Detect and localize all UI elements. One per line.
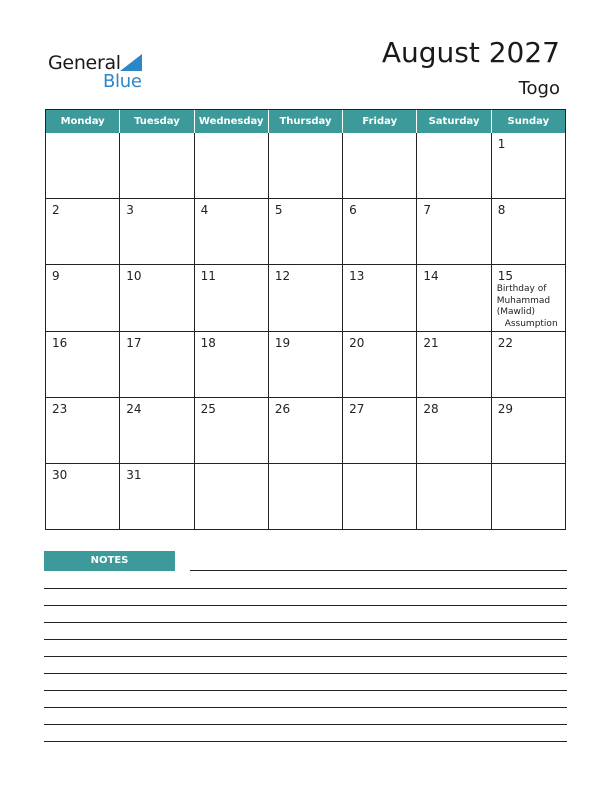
day-cell[interactable] — [417, 464, 491, 529]
day-number: 13 — [349, 269, 365, 284]
day-cell[interactable] — [46, 398, 120, 463]
day-cell[interactable] — [120, 332, 194, 397]
day-number: 23 — [52, 401, 68, 416]
day-number: 4 — [200, 203, 209, 218]
holiday-mawlid-line2: Muhammad — [496, 295, 551, 306]
holiday-assumption: Assumption — [504, 319, 558, 330]
country-name: Togo — [518, 78, 560, 99]
notes-label: NOTES — [44, 551, 175, 571]
day-number: 16 — [52, 335, 68, 350]
day-number: 28 — [423, 401, 439, 416]
day-number: 7 — [423, 203, 432, 218]
day-cell[interactable] — [195, 133, 269, 198]
day-cell[interactable] — [417, 133, 491, 198]
weekday-saturday: Saturday — [417, 110, 491, 133]
notes-line[interactable] — [44, 707, 567, 708]
day-cell[interactable] — [492, 464, 565, 529]
day-number: 10 — [126, 269, 142, 284]
day-number: 24 — [126, 401, 142, 416]
day-number: 5 — [274, 203, 283, 218]
day-number: 18 — [200, 335, 216, 350]
day-cell[interactable] — [343, 398, 417, 463]
day-cell[interactable] — [343, 332, 417, 397]
week-row — [46, 198, 565, 264]
day-number: 1 — [497, 137, 506, 151]
day-cell[interactable] — [269, 398, 343, 463]
day-number: 20 — [349, 335, 365, 350]
holiday-mawlid-line1: Birthday of — [496, 284, 547, 295]
week-row — [46, 133, 565, 198]
logo-text-general: General — [48, 52, 121, 74]
day-cell[interactable] — [46, 199, 120, 264]
notes-line[interactable] — [44, 656, 567, 657]
day-number: 21 — [423, 335, 439, 350]
day-cell[interactable] — [269, 265, 343, 330]
day-number: 8 — [497, 203, 506, 218]
weekday-header — [46, 110, 565, 133]
weekday-friday: Friday — [343, 110, 417, 133]
day-cell[interactable] — [417, 398, 491, 463]
weekday-monday: Monday — [46, 110, 120, 133]
day-number: 11 — [200, 269, 216, 284]
weekday-thursday: Thursday — [269, 110, 343, 133]
notes-line[interactable] — [44, 588, 567, 589]
day-cell[interactable] — [343, 464, 417, 529]
notes-line[interactable] — [44, 605, 567, 606]
day-number: 25 — [200, 401, 216, 416]
day-cell[interactable] — [46, 464, 120, 529]
day-cell[interactable] — [46, 332, 120, 397]
holiday-mawlid — [497, 284, 550, 319]
day-number: 26 — [274, 401, 291, 416]
weekday-wednesday: Wednesday — [195, 110, 269, 133]
week-row — [46, 463, 565, 529]
day-cell[interactable] — [269, 332, 343, 397]
day-cell[interactable] — [269, 199, 343, 264]
day-cell[interactable] — [120, 133, 194, 198]
day-cell[interactable] — [120, 199, 194, 264]
day-cell[interactable] — [195, 199, 269, 264]
weekday-sunday: Sunday — [507, 116, 550, 127]
day-number: 29 — [497, 401, 513, 416]
day-cell[interactable] — [195, 464, 269, 529]
day-cell[interactable] — [46, 133, 120, 198]
day-cell[interactable] — [195, 265, 269, 330]
day-cell[interactable] — [195, 332, 269, 397]
day-cell[interactable] — [417, 199, 491, 264]
logo-triangle-icon — [120, 54, 142, 71]
day-cell[interactable] — [269, 464, 343, 529]
day-cell[interactable] — [343, 133, 417, 198]
day-cell[interactable] — [492, 133, 565, 198]
day-cell[interactable] — [492, 265, 565, 330]
day-number: 6 — [349, 203, 357, 218]
day-cell[interactable] — [269, 133, 343, 198]
day-cell[interactable] — [120, 398, 194, 463]
notes-line[interactable] — [44, 673, 567, 674]
day-number: 2 — [52, 203, 60, 218]
notes-line[interactable] — [44, 724, 567, 725]
week-row — [46, 264, 565, 330]
notes-line[interactable] — [190, 570, 567, 571]
day-cell[interactable] — [417, 332, 491, 397]
day-cell[interactable] — [417, 265, 491, 330]
day-cell[interactable] — [46, 265, 120, 330]
holiday-mawlid-line3: (Mawlid) — [496, 307, 536, 318]
day-cell[interactable] — [120, 464, 194, 529]
day-number: 27 — [349, 401, 365, 416]
notes-line[interactable] — [44, 690, 567, 691]
day-cell[interactable] — [343, 265, 417, 330]
day-number: 17 — [126, 335, 142, 350]
weekday-tuesday: Tuesday — [120, 110, 194, 133]
day-number: 31 — [126, 467, 142, 482]
day-cell[interactable] — [492, 332, 565, 397]
day-cell[interactable] — [195, 398, 269, 463]
notes-line[interactable] — [44, 622, 567, 623]
page-title: August 2027 — [381, 36, 560, 69]
day-number: 12 — [274, 269, 291, 284]
week-row — [46, 397, 565, 463]
day-number: 9 — [52, 269, 60, 284]
day-number: 22 — [497, 335, 513, 350]
day-number: 19 — [274, 335, 291, 350]
week-row — [46, 331, 565, 397]
day-number: 3 — [126, 203, 134, 218]
day-number: 14 — [423, 269, 439, 284]
day-number: 15 — [497, 269, 513, 284]
day-cell[interactable] — [492, 199, 565, 264]
notes-line[interactable] — [44, 741, 567, 742]
day-cell[interactable] — [343, 199, 417, 264]
calendar-grid — [45, 109, 566, 530]
logo-text-blue: Blue — [103, 71, 142, 92]
day-cell[interactable] — [492, 398, 565, 463]
day-cell[interactable] — [120, 265, 194, 330]
day-number: 30 — [52, 467, 68, 482]
notes-line[interactable] — [44, 639, 567, 640]
calendar-body — [46, 133, 565, 529]
